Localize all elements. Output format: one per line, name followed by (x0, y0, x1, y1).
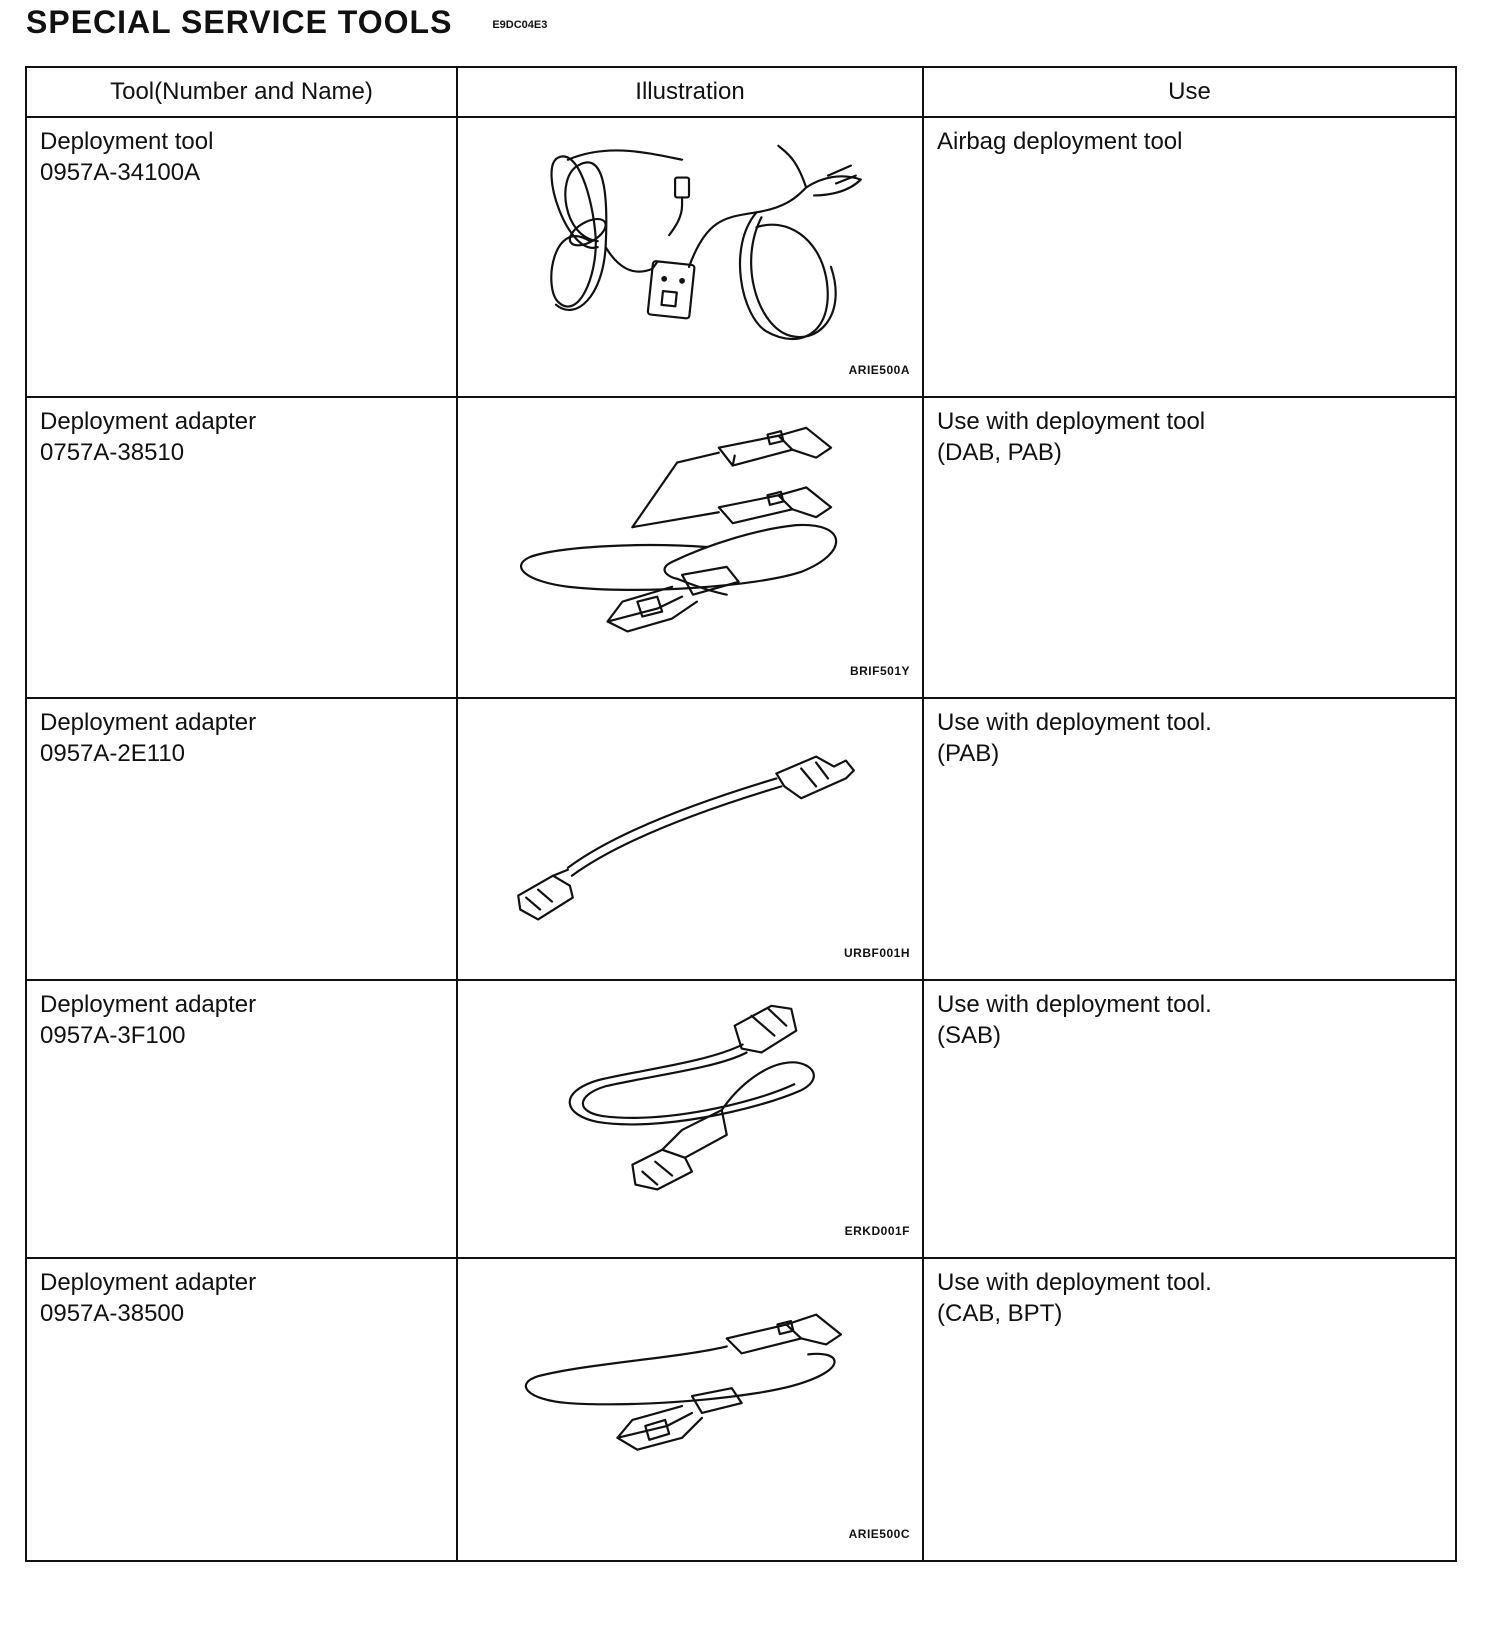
tool-number: 0957A-38500 (40, 1300, 185, 1327)
figure-code: ARIE500A (848, 363, 910, 377)
use-text: (DAB, PAB) (937, 439, 1062, 466)
tool-number: 0757A-38510 (40, 439, 185, 466)
use-text: (PAB) (937, 740, 1000, 767)
illustration-cell (457, 698, 923, 980)
figure-code: ARIE500C (848, 1527, 910, 1541)
tool-name: Deployment adapter (40, 709, 257, 736)
tool-name: Deployment adapter (40, 1269, 257, 1296)
tool-cell (26, 397, 457, 698)
tool-cell (26, 980, 457, 1258)
tool-number: 0957A-3F100 (40, 1022, 186, 1049)
special-service-tools-table (25, 66, 1457, 1562)
use-cell (923, 1258, 1456, 1561)
use-text: Use with deployment tool. (937, 991, 1212, 1018)
dual-connector-adapter-icon (458, 398, 922, 697)
tool-number: 0957A-34100A (40, 159, 201, 186)
figure-code: BRIF501Y (849, 664, 910, 678)
header-tool: Tool(Number and Name) (26, 67, 457, 117)
header-use: Use (923, 67, 1456, 117)
header-illustration: Illustration (457, 67, 923, 117)
table-row (26, 980, 1456, 1258)
table-row (26, 1258, 1456, 1561)
table-row (26, 698, 1456, 980)
tool-number: 0957A-2E110 (40, 740, 186, 767)
illustration-cell (457, 397, 923, 698)
page-title-code: E9DC04E3 (492, 18, 548, 31)
use-cell (923, 980, 1456, 1258)
figure-code: URBF001H (843, 946, 910, 960)
illustration-cell (457, 1258, 923, 1561)
tool-cell (26, 117, 457, 397)
use-text: Use with deployment tool. (937, 1269, 1212, 1296)
use-text: Airbag deployment tool (937, 128, 1183, 155)
illustration-cell (457, 117, 923, 397)
use-text: Use with deployment tool. (937, 709, 1212, 736)
tool-name: Deployment adapter (40, 408, 257, 435)
straight-cable-adapter-icon (458, 699, 922, 979)
use-cell (923, 117, 1456, 397)
use-text: Use with deployment tool (937, 408, 1206, 435)
use-cell (923, 698, 1456, 980)
tool-cell (26, 1258, 457, 1561)
tool-name: Deployment adapter (40, 991, 257, 1018)
table-row (26, 117, 1456, 397)
use-text: (SAB) (937, 1022, 1002, 1049)
page-title (26, 4, 547, 41)
tool-name: Deployment tool (40, 128, 214, 155)
use-cell (923, 397, 1456, 698)
table-row (26, 397, 1456, 698)
page-title-text: SPECIAL SERVICE TOOLS (26, 4, 453, 40)
single-connector-adapter-icon (458, 1259, 922, 1560)
table-header-row (26, 67, 1456, 117)
figure-code: ERKD001F (844, 1224, 910, 1238)
illustration-cell (457, 980, 923, 1258)
use-text: (CAB, BPT) (937, 1300, 1063, 1327)
tool-cell (26, 698, 457, 980)
